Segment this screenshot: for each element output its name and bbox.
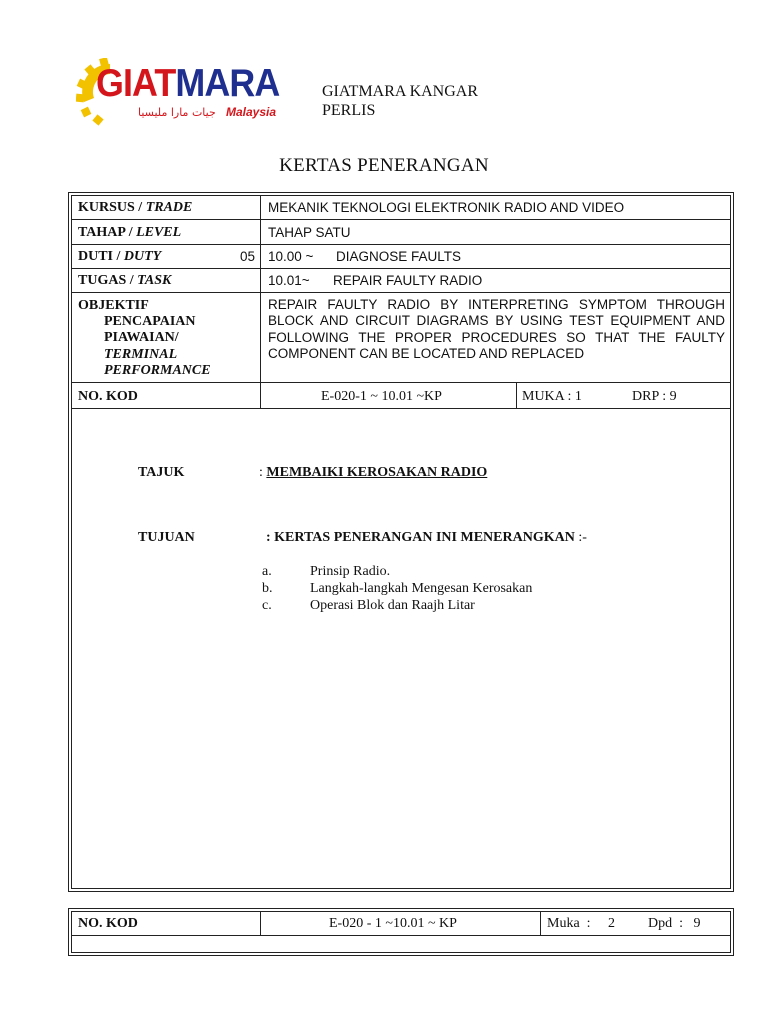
tajuk-value: : MEMBAIKI KEROSAKAN RADIO — [259, 465, 488, 480]
row-divider — [71, 268, 731, 269]
tahap-value: TAHAP SATU — [268, 225, 351, 240]
muka-value: MUKA : 1 — [522, 389, 582, 404]
footer-muka: Muka : 2 — [547, 916, 616, 931]
objektif-value: REPAIR FAULTY RADIO BY INTERPRETING SYMPTOM THROUGH BLOCK AND CIRCUIT DIAGRAMS BY USING TEST EQUIPMENT AND FOLLOWING THE PROPER PROCEDURES SO THAT THE FAULTY COMPONENT CAN BE LOCATED AND REPLACED — [268, 297, 725, 362]
column-divider — [540, 911, 541, 935]
objektif-label-line4: TERMINAL — [104, 347, 178, 362]
duti-number: 05 — [240, 249, 256, 264]
footer-dpd: Dpd : 9 — [648, 916, 701, 931]
tugas-code: 10.01~ — [268, 273, 310, 288]
list-item: Operasi Blok dan Raajh Litar — [310, 598, 475, 613]
duti-label: DUTI / DUTY — [78, 249, 162, 264]
list-marker: a. — [262, 564, 272, 579]
logo-country: Malaysia — [226, 105, 277, 119]
logo-arabic-text: جيات مارا مليسيا — [138, 106, 216, 119]
column-divider — [260, 195, 261, 408]
giatmara-logo — [76, 58, 294, 128]
kursus-value: MEKANIK TEKNOLOGI ELEKTRONIK RADIO AND VIDEO — [268, 200, 625, 215]
row-divider — [71, 935, 731, 936]
column-divider — [260, 911, 261, 935]
row-divider — [71, 408, 731, 409]
tugas-value: REPAIR FAULTY RADIO — [333, 273, 483, 288]
tajuk-label: TAJUK — [138, 465, 185, 480]
objektif-label-line3: PIAWAIAN/ — [104, 330, 179, 345]
objektif-label-line1: OBJEKTIF — [78, 298, 149, 313]
kod-label: NO. KOD — [78, 389, 138, 404]
duti-code: 10.00 ~ — [268, 249, 314, 264]
logo-wordmark: GIATMARA — [96, 62, 280, 105]
list-item: Prinsip Radio. — [310, 564, 391, 579]
row-divider — [71, 219, 731, 220]
tujuan-label: TUJUAN — [138, 530, 195, 545]
organization-name — [322, 82, 478, 120]
objektif-label-line5: PERFORMANCE — [104, 363, 211, 378]
org-line2: PERLIS — [322, 102, 376, 119]
tahap-label: TAHAP / LEVEL — [78, 225, 182, 240]
list-item: Langkah-langkah Mengesan Kerosakan — [310, 581, 533, 596]
list-marker: c. — [262, 598, 272, 613]
tugas-label: TUGAS / TASK — [78, 273, 172, 288]
org-line1: GIATMARA KANGAR — [322, 83, 479, 100]
row-divider — [71, 382, 731, 383]
row-divider — [71, 292, 731, 293]
column-divider — [516, 382, 517, 408]
list-marker: b. — [262, 581, 273, 596]
duti-value: DIAGNOSE FAULTS — [336, 249, 462, 264]
document-title: KERTAS PENERANGAN — [279, 155, 489, 176]
footer-kod-label: NO. KOD — [78, 916, 138, 931]
objektif-label-line2: PENCAPAIAN — [104, 314, 196, 329]
drp-value: DRP : 9 — [632, 389, 677, 404]
footer-kod-value: E-020 - 1 ~10.01 ~ KP — [329, 916, 457, 931]
kursus-label: KURSUS / TRADE — [78, 200, 193, 215]
row-divider — [71, 244, 731, 245]
tujuan-value: : KERTAS PENERANGAN INI MENERANGKAN :- — [266, 530, 587, 545]
kod-value: E-020-1 ~ 10.01 ~KP — [321, 389, 442, 404]
